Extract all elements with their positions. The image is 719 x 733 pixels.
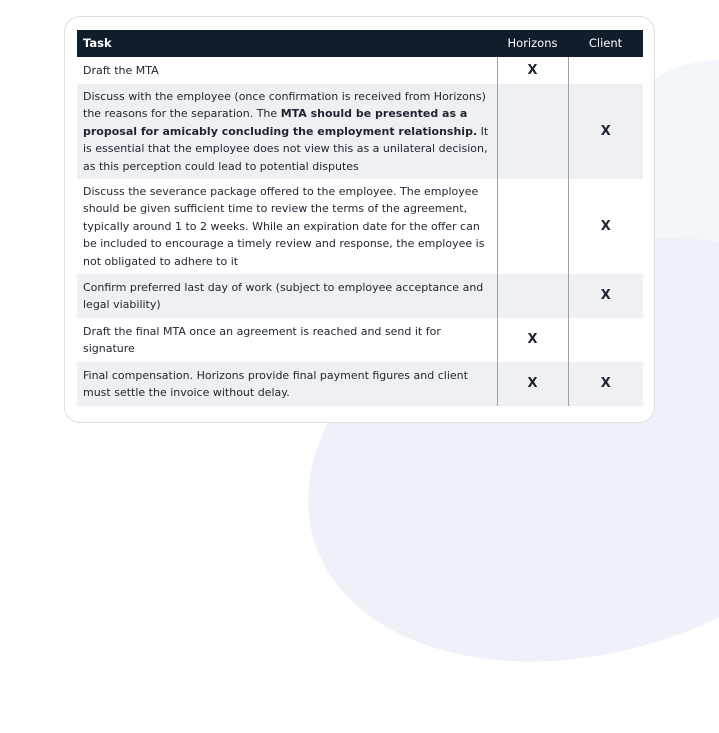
table-row — [77, 179, 643, 274]
task-description — [77, 84, 497, 179]
task-text: It is essential that the employee does not view this as a unilateral decision, as this perception could lead to potential disputes — [83, 124, 489, 173]
client-mark — [568, 318, 643, 362]
table-row — [77, 84, 643, 179]
table-row — [77, 318, 643, 362]
task-description — [77, 362, 497, 406]
task-text-bold: MTA should be presented as a proposal for amicably concluding the employment relationship. — [83, 107, 478, 138]
task-text: Draft the final MTA once an agreement is reached and send it for signature — [83, 324, 441, 356]
client-mark: X — [568, 274, 643, 318]
header-task: Task — [77, 30, 497, 57]
table-row — [77, 57, 643, 84]
horizons-mark — [497, 84, 568, 179]
client-mark: X — [568, 362, 643, 406]
task-description — [77, 179, 497, 274]
task-text: Final compensation. Horizons provide final payment figures and client must settle the invoice without delay. — [83, 368, 468, 400]
horizons-mark — [497, 179, 568, 274]
horizons-mark — [497, 274, 568, 318]
table-header-row — [77, 30, 643, 57]
client-mark — [568, 57, 643, 84]
task-text: Draft the MTA — [83, 63, 159, 77]
client-mark: X — [568, 179, 643, 274]
horizons-mark: X — [497, 57, 568, 84]
task-description — [77, 318, 497, 362]
responsibility-card — [64, 16, 655, 423]
task-text: Discuss the severance package offered to the employee. The employee should be given sufficient time to review the terms of the agreement, typically around 1 to 2 weeks. While an expiration date for the offer can be included to encourage a timely review and response, the employee is not obligated to adhere to it — [83, 185, 485, 268]
task-text: Discuss with the employee (once confirmation is received from Horizons) the reasons for the separation. The — [83, 90, 486, 121]
responsibility-table — [77, 30, 643, 406]
header-horizons: Horizons — [497, 30, 568, 57]
horizons-mark: X — [497, 362, 568, 406]
task-description — [77, 57, 497, 84]
client-mark: X — [568, 84, 643, 179]
header-client: Client — [568, 30, 643, 57]
horizons-mark: X — [497, 318, 568, 362]
task-text: Confirm preferred last day of work (subject to employee acceptance and legal viability) — [83, 280, 484, 312]
task-description — [77, 274, 497, 318]
table-row — [77, 274, 643, 318]
table-row — [77, 362, 643, 406]
